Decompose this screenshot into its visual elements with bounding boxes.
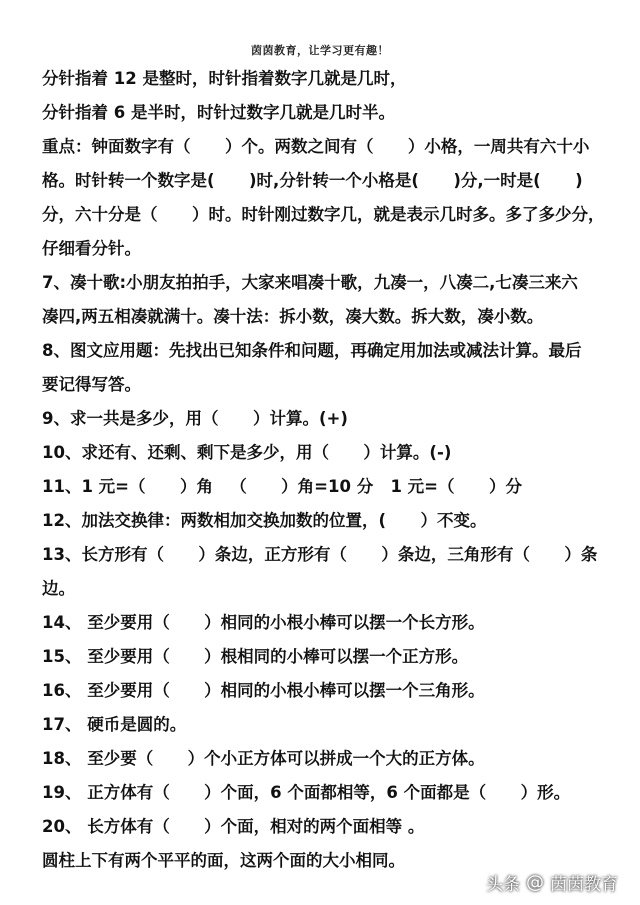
text-line: 19、 正方体有（ ）个面，6 个面都相等，6 个面都是（ ）形。 bbox=[42, 783, 571, 802]
text-line: 16、 至少要用（ ）相同的小根小棒可以摆一个三角形。 bbox=[42, 681, 485, 700]
watermark-at: @ bbox=[526, 872, 544, 893]
text-line: 分针指着 12 是整时，时针指着数字几就是几时， bbox=[42, 69, 407, 88]
text-line: 分，六十分是（ ）时。时针刚过数字几，就是表示几时多。多了多少分， bbox=[42, 205, 605, 224]
text-line: 12、加法交换律：两数相加交换加数的位置，( ）不变。 bbox=[42, 511, 487, 530]
text-line: 凑四,两五相凑就满十。凑十法：拆小数，凑大数。拆大数，凑小数。 bbox=[42, 307, 544, 326]
text-line: 17、 硬币是圆的。 bbox=[42, 715, 187, 734]
text-line: 分针指着 6 是半时，时针过数字几就是几时半。 bbox=[42, 103, 395, 122]
text-line: 边。 bbox=[42, 579, 75, 598]
watermark bbox=[486, 870, 618, 895]
text-line: 9、求一共是多少，用（ ）计算。(+) bbox=[42, 409, 348, 428]
text-line: 格。时针转一个数字是( )时,分针转一个小格是( )分,一时是( ) bbox=[42, 171, 583, 190]
page-header: 茵茵教育，让学习更有趣！ bbox=[251, 44, 389, 57]
text-line: 仔细看分针。 bbox=[42, 239, 141, 258]
watermark-platform: 头条 bbox=[486, 875, 520, 895]
text-line: 10、求还有、还剩、剩下是多少，用（ ）计算。(-) bbox=[42, 443, 452, 462]
text-line: 要记得写答。 bbox=[42, 375, 141, 394]
text-line: 7、凑十歌:小朋友拍拍手，大家来唱凑十歌，九凑一，八凑二,七凑三来六 bbox=[42, 273, 578, 292]
text-line: 圆柱上下有两个平平的面，这两个面的大小相同。 bbox=[42, 851, 405, 870]
text-line: 18、 至少要（ ）个小正方体可以拼成一个大的正方体。 bbox=[42, 749, 485, 768]
text-line: 11、1 元=（ ）角 （ ）角=10 分 1 元=（ ）分 bbox=[42, 477, 522, 496]
text-line: 8、图文应用题：先找出已知条件和问题，再确定用加法或减法计算。最后 bbox=[42, 341, 582, 360]
text-line: 20、 长方体有（ ）个面，相对的两个面相等 。 bbox=[42, 817, 425, 836]
text-line: 重点：钟面数字有（ ）个。两数之间有（ ）小格，一周共有六十小 bbox=[42, 137, 590, 156]
text-line: 13、长方形有（ ）条边，正方形有（ ）条边，三角形有（ ）条 bbox=[42, 545, 598, 564]
text-line: 14、 至少要用（ ）相同的小根小棒可以摆一个长方形。 bbox=[42, 613, 485, 632]
document-body bbox=[42, 62, 612, 878]
text-line: 15、 至少要用（ ）根相同的小棒可以摆一个正方形。 bbox=[42, 647, 469, 666]
watermark-account: 茵茵教育 bbox=[550, 875, 618, 895]
